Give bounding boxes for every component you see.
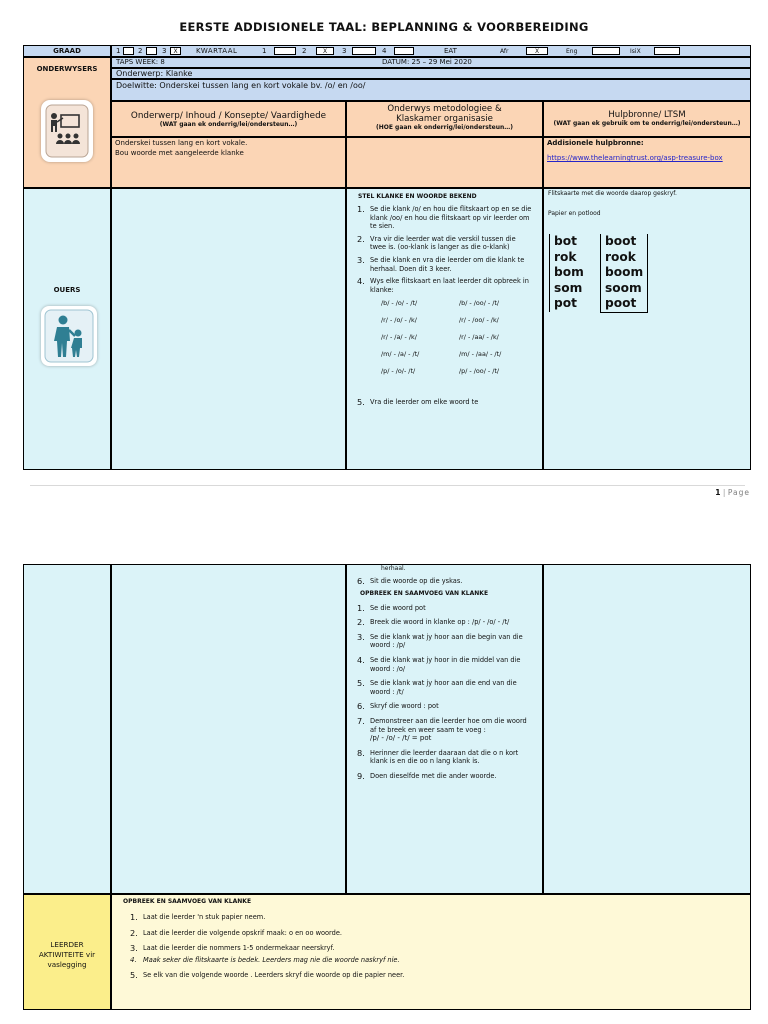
phoneme-pair-row: /p/ - /o/- /t/ /p/ - /oo/ - /t/ bbox=[381, 367, 500, 376]
split-step-2: 2. Breek die woord in klanke op : /p/ - /o/ - /t/ bbox=[357, 617, 510, 628]
method-cell-parents bbox=[346, 188, 543, 470]
resources-column-title: Hulpbronne/ LTSM bbox=[608, 110, 686, 120]
method-step-3: 3. Se die klank en vra die leerder om die klank te herhaal. Doen dit 3 keer. bbox=[357, 254, 525, 273]
method-heading-1: STEL KLANKE EN WOORDE BEKEND bbox=[358, 193, 477, 200]
content-column-header bbox=[111, 101, 346, 137]
method-step-6: 6. Sit die woorde op die yskas. bbox=[357, 576, 463, 586]
term-3-label: 3 bbox=[342, 47, 347, 55]
content-column-sub: (WAT gaan ek onderrig/lei/ondersteun…) bbox=[159, 121, 298, 128]
phoneme-pair-row: /r/ - /a/ - /k/ /r/ - /aa/ - /k/ bbox=[381, 333, 499, 342]
term-1-checkbox[interactable] bbox=[274, 47, 296, 55]
method-step6-list bbox=[357, 577, 532, 586]
word-pair-row: som soom bbox=[550, 281, 648, 297]
word-pairs-table bbox=[549, 234, 648, 313]
method-steps-page2 bbox=[357, 604, 532, 781]
content-cell-teachers bbox=[111, 137, 346, 188]
method-step-1: 1. Se die klank /o/ en hou die flitskaart op en se die klank /oo/ en hou die flitskaart op vir leerder om te sien. bbox=[357, 204, 532, 231]
lesson-date: DATUM: 25 – 29 Mei 2020 bbox=[382, 58, 472, 66]
teachers-role-cell bbox=[23, 57, 111, 188]
document-title: EERSTE ADDISIONELE TAAL: BEPLANNING & VOORBEREIDING bbox=[179, 20, 589, 34]
method-column-sub: (HOE gaan ek onderrig/lei/ondersteun…) bbox=[375, 124, 514, 131]
parents-role-label: OUERS bbox=[53, 286, 81, 294]
word-pair-row: pot poot bbox=[550, 296, 648, 312]
graad-label: GRAAD bbox=[53, 47, 81, 55]
term-4-label: 4 bbox=[382, 47, 387, 55]
kwartaal-label: KWARTAAL bbox=[196, 47, 238, 55]
method-step-2: 2. Vra vir die leerder wat die verskil tussen die twee is. (oo-klank is langer as die o-klank) bbox=[357, 233, 516, 252]
term-4-checkbox[interactable] bbox=[394, 47, 414, 55]
flashcards-resource: Flitskaarte met die woorde daarop geskryf. bbox=[548, 190, 677, 197]
content-line-2: Bou woorde met aangeleerde klanke bbox=[115, 149, 244, 157]
grade-3-label: 3 bbox=[162, 47, 167, 55]
parent-child-icon bbox=[41, 306, 97, 366]
split-step-4: 4. Se die klank wat jy hoor in die middel van die woord : /o/ bbox=[357, 654, 521, 673]
learner-step-1: 1. Laat die leerder 'n stuk papier neem. bbox=[130, 912, 266, 922]
resources-cell-parents bbox=[543, 188, 751, 470]
goals-row bbox=[111, 79, 751, 101]
method-cell-parents-p2 bbox=[346, 564, 543, 894]
method-steps-page1-cont bbox=[357, 398, 532, 407]
method-step-4: 4. Wys elke flitskaart en laat leerder dit opbreek in klanke: bbox=[357, 276, 529, 294]
method-cell-teachers bbox=[346, 137, 543, 188]
step5-continued: herhaal. bbox=[381, 565, 406, 572]
teachers-role-label: ONDERWYSERS bbox=[36, 65, 98, 73]
lang-afr-label: Afr bbox=[500, 48, 509, 55]
selection-row bbox=[111, 45, 751, 57]
phoneme-pair-row: /m/ - /a/ - /t/ /m/ - /aa/ - /t/ bbox=[381, 350, 502, 359]
learner-role-label: LEERDER AKTIWITEITE vir vaslegging bbox=[38, 940, 96, 969]
phoneme-pair-row: /r/ - /o/ - /k/ /r/ - /oo/ - /k/ bbox=[381, 316, 499, 325]
learner-steps bbox=[122, 913, 740, 980]
topic-text: Onderwerp: Klanke bbox=[116, 69, 193, 78]
resources-column-sub: (WAT gaan ek gebruik om te onderrig/lei/ondersteun…) bbox=[553, 120, 741, 127]
term-1-label: 1 bbox=[262, 47, 267, 55]
resources-cell-parents-p2 bbox=[543, 564, 751, 894]
graad-label-cell bbox=[23, 45, 111, 57]
method-column-header bbox=[346, 101, 543, 137]
method-steps-page1 bbox=[357, 205, 532, 294]
content-cell-parents-p2 bbox=[111, 564, 346, 894]
content-cell-parents bbox=[111, 188, 346, 470]
method-step-5: 5. Vra die leerder om elke woord te bbox=[357, 397, 479, 408]
lang-eng-label: Eng bbox=[566, 48, 578, 55]
lang-eng-checkbox[interactable] bbox=[592, 47, 620, 55]
learner-step-5: 5. Se elk van die volgende woorde . Leerders skryf die woorde op die papier neer. bbox=[130, 970, 405, 981]
resources-column-header bbox=[543, 101, 751, 137]
goals-text: Doelwitte: Onderskei tussen lang en kort vokale bv. /o/ en /oo/ bbox=[116, 81, 366, 90]
parents-role-cell-p2 bbox=[23, 564, 111, 894]
lang-afr-checkbox[interactable] bbox=[526, 47, 548, 55]
resources-cell-teachers bbox=[543, 137, 751, 188]
teacher-classroom-icon bbox=[41, 100, 93, 162]
phoneme-pairs bbox=[357, 295, 532, 380]
split-step-3: 3. Se die klank wat jy hoor aan die begin van die woord : /p/ bbox=[357, 631, 523, 650]
term-3-checkbox[interactable] bbox=[352, 47, 376, 55]
method-column-title: Onderwys metodologiee & Klaskamer organisasie bbox=[387, 104, 502, 124]
term-2-label: 2 bbox=[302, 47, 307, 55]
word-pair-row: rok rook bbox=[550, 250, 648, 266]
grade-1-checkbox[interactable] bbox=[123, 47, 134, 55]
split-step-5: 5. Se die klank wat jy hoor aan die end van die woord : /t/ bbox=[357, 678, 517, 696]
learner-activities-cell bbox=[111, 894, 751, 1010]
lang-afr-mark: X bbox=[534, 48, 540, 55]
additional-resources-label: Addisionele hulpbronne: bbox=[547, 139, 644, 147]
term-2-mark: X bbox=[322, 48, 328, 55]
split-step-8: 8. Herinner die leerder daaraan dat die o n kort klank is en die oo n lang klank is. bbox=[357, 747, 519, 766]
grade-3-checkbox[interactable] bbox=[170, 47, 181, 55]
method-heading-2: OPBREEK EN SAAMVOEG VAN KLANKE bbox=[360, 589, 489, 597]
learner-step-4: 4. Maak seker die flitskaarte is bedek. Leerders mag nie die woorde naskryf nie. bbox=[130, 955, 400, 964]
split-step-1: 1. Se die woord pot bbox=[357, 602, 426, 613]
split-step-7: 7. Demonstreer aan die leerder hoe om die woord af te breek en weer saam te voeg : /p/ - /o/ - /t/ = pot bbox=[357, 715, 527, 743]
resource-link[interactable]: https://www.thelearningtrust.org/asp-treasure-box bbox=[547, 154, 723, 162]
phoneme-pair-row: /b/ - /o/ - /t/ /b/ - /oo/ - /t/ bbox=[381, 299, 500, 308]
taps-week: TAPS WEEK: 8 bbox=[116, 58, 165, 66]
grade-2-checkbox[interactable] bbox=[146, 47, 157, 55]
lang-isix-checkbox[interactable] bbox=[654, 47, 680, 55]
paper-resource: Papier en potlood bbox=[548, 210, 601, 217]
learner-step-2: 2. Laat die leerder die volgende opskrif maak: o en oo woorde. bbox=[130, 927, 342, 938]
learner-step-3: 3. Laat die leerder die nommers 1-5 ondermekaar neerskryf. bbox=[130, 943, 335, 954]
split-step-6: 6. Skryf die woord : pot bbox=[357, 701, 439, 712]
week-date-row bbox=[111, 57, 751, 68]
split-formula: /p/ - /o/ - /t/ = pot bbox=[370, 734, 432, 743]
term-2-checkbox[interactable] bbox=[316, 47, 334, 55]
learner-heading: OPBREEK EN SAAMVOEG VAN KLANKE bbox=[123, 898, 252, 905]
eat-label: EAT bbox=[444, 47, 457, 55]
page-number: 1 | Page bbox=[715, 488, 750, 497]
content-line-1: Onderskei tussen lang en kort vokale. bbox=[115, 139, 248, 147]
grade-2-label: 2 bbox=[138, 47, 143, 55]
grade-1-label: 1 bbox=[116, 47, 121, 55]
topic-row bbox=[111, 68, 751, 79]
content-column-title: Onderwerp/ Inhoud / Konsepte/ Vaardighede bbox=[130, 111, 327, 121]
grade-3-mark: X bbox=[173, 48, 178, 55]
parents-role-cell bbox=[23, 188, 111, 470]
page-divider bbox=[30, 485, 745, 486]
split-step-9: 9. Doen dieselfde met die ander woorde. bbox=[357, 770, 497, 781]
lang-isix-label: IsiX bbox=[630, 48, 641, 55]
word-pair-row: bom boom bbox=[550, 265, 648, 281]
learner-role-cell bbox=[23, 894, 111, 1010]
word-pair-row: bot boot bbox=[550, 234, 648, 250]
